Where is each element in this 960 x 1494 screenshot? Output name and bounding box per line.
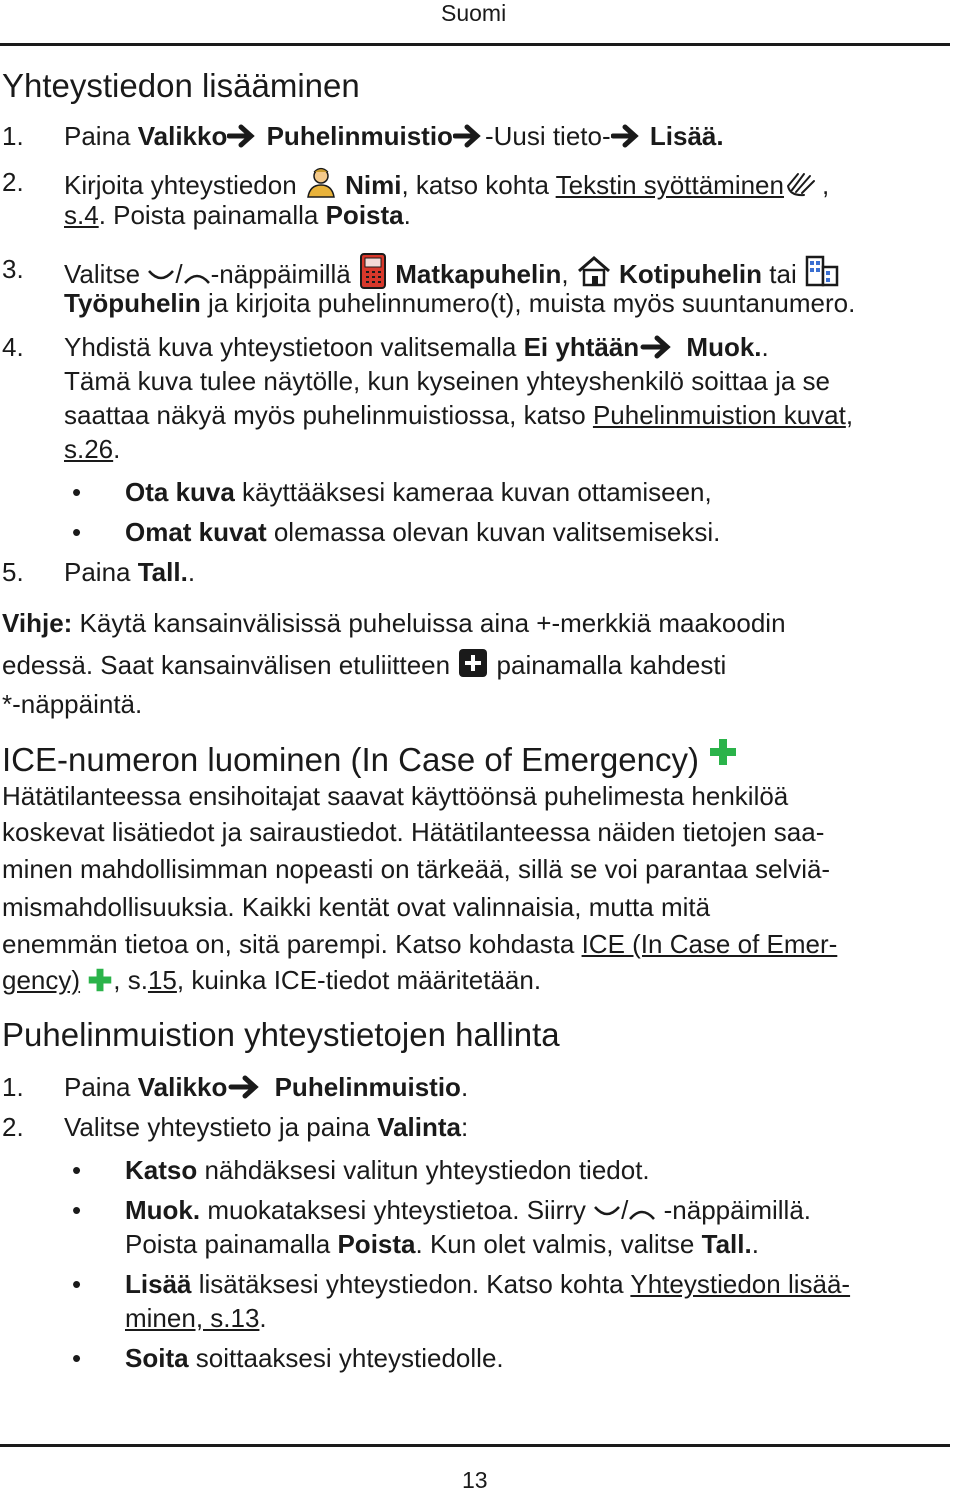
ice-text-line-1: Hätätilanteessa ensihoitajat saavat käyttöönsä puhelimesta henkilöä [2, 781, 789, 811]
nav-down-key-icon [593, 1203, 621, 1223]
bullet-add-line-2: minen, s.13. [125, 1303, 267, 1333]
step-number: 1. [2, 1072, 24, 1102]
manage-step-1: Paina Valikko Puhelinmuistio. [64, 1072, 469, 1102]
mobile-phone-icon [358, 253, 388, 289]
bullet-marker: • [72, 1343, 82, 1373]
header-rule [0, 43, 950, 46]
ice-cross-icon [87, 967, 113, 993]
bullet-add: Lisää lisätäksesi yhteystiedon. Katso kohta Yhteystiedon lisää- [125, 1269, 851, 1299]
office-building-icon [804, 255, 840, 287]
bullet-marker: • [72, 1155, 82, 1185]
step-4: Yhdistä kuva yhteystietoon valitsemalla Ei yhtään Muok.. [64, 332, 769, 362]
step-number: 3. [2, 254, 24, 284]
ice-text-line-6: gency) , s.15, kuinka ICE-tiedot määritetään. [2, 965, 542, 995]
arrow-right-icon [611, 123, 643, 149]
ice-text-line-3: minen mahdollisimman nopeasti on tärkeää, sillä se voi parantaa selviä- [2, 854, 831, 884]
person-icon [304, 166, 338, 198]
step-number: 1. [2, 121, 24, 151]
tip-line-3: *-näppäintä. [2, 689, 143, 719]
tip-line-2: edessä. Saat kansainvälisen etuliitteen painamalla kahdesti [2, 650, 727, 680]
step-5: Paina Tall.. [64, 557, 196, 587]
arrow-right-icon [639, 334, 679, 360]
bullet-edit: Muok. muokataksesi yhteystietoa. Siirry / -näppäimillä. [125, 1195, 812, 1225]
step-4-line-2: Tämä kuva tulee näytölle, kun kyseinen yhteyshenkilö soittaa ja se [64, 366, 830, 396]
step-number: 2. [2, 1112, 24, 1142]
plus-key-icon [457, 648, 489, 678]
bullet-marker: • [72, 517, 82, 547]
nav-down-key-icon [147, 267, 175, 287]
section-title-add-contact: Yhteystiedon lisääminen [2, 67, 360, 104]
arrow-right-icon [227, 123, 259, 149]
header-language: Suomi [441, 0, 507, 26]
tip-line-1: Vihje: Käytä kansainvälisissä puheluissa aina +-merkkiä maakoodin [2, 608, 786, 638]
arrow-right-icon [453, 123, 485, 149]
home-icon [576, 255, 612, 287]
page-number: 13 [462, 1467, 488, 1493]
step-number: 2. [2, 167, 24, 197]
bullet-marker: • [72, 1195, 82, 1225]
step-1: Paina Valikko Puhelinmuistio -Uusi tieto- Lisää. [64, 121, 724, 151]
bullet-call: Soita soittaaksesi yhteystiedolle. [125, 1343, 504, 1373]
step-4-line-3: saattaa näkyä myös puhelinmuistiossa, katso Puhelinmuistion kuvat, [64, 400, 854, 430]
arrow-right-icon [227, 1074, 267, 1100]
footer-rule [0, 1444, 950, 1447]
step-2: Kirjoita yhteystiedon Nimi, katso kohta Tekstin syöttäminen , [64, 166, 829, 201]
ice-text-line-4: mismahdollisuuksia. Kaikki kentät ovat valinnaisia, mutta mitä [2, 892, 711, 922]
bullet-edit-line-2: Poista painamalla Poista. Kun olet valmis, valitse Tall.. [125, 1229, 759, 1259]
step-number: 4. [2, 332, 24, 362]
nav-up-key-icon [183, 267, 211, 287]
section-title-manage-contacts: Puhelinmuistion yhteystietojen hallinta [2, 1016, 560, 1053]
ice-text-line-2: koskevat lisätiedot ja sairaustiedot. Hätätilanteessa näiden tietojen saa- [2, 817, 825, 847]
step-number: 5. [2, 557, 24, 587]
step-2-line-2: s.4. Poista painamalla Poista. [64, 200, 411, 230]
bullet-marker: • [72, 477, 82, 507]
bullet-my-photos: Omat kuvat olemassa olevan kuvan valitsemiseksi. [125, 517, 721, 547]
bullet-marker: • [72, 1269, 82, 1299]
hand-icon [784, 166, 822, 198]
step-3-line-2: Työpuhelin ja kirjoita puhelinnumero(t), muista myös suuntanumero. [64, 288, 856, 318]
manage-step-2: Valitse yhteystieto ja paina Valinta: [64, 1112, 469, 1142]
bullet-take-photo: Ota kuva käyttääksesi kameraa kuvan ottamiseen, [125, 477, 712, 507]
ice-text-line-5: enemmän tietoa on, sitä parempi. Katso kohdasta ICE (In Case of Emer- [2, 929, 838, 959]
nav-up-key-icon [628, 1203, 656, 1223]
section-title-ice: ICE-numeron luominen (In Case of Emergency) [2, 737, 738, 780]
step-3: Valitse / -näppäimillä Matkapuhelin, Kotipuhelin tai [64, 253, 840, 290]
bullet-view: Katso nähdäksesi valitun yhteystiedon tiedot. [125, 1155, 650, 1185]
ice-cross-icon [708, 737, 738, 767]
step-4-line-4: s.26. [64, 434, 121, 464]
